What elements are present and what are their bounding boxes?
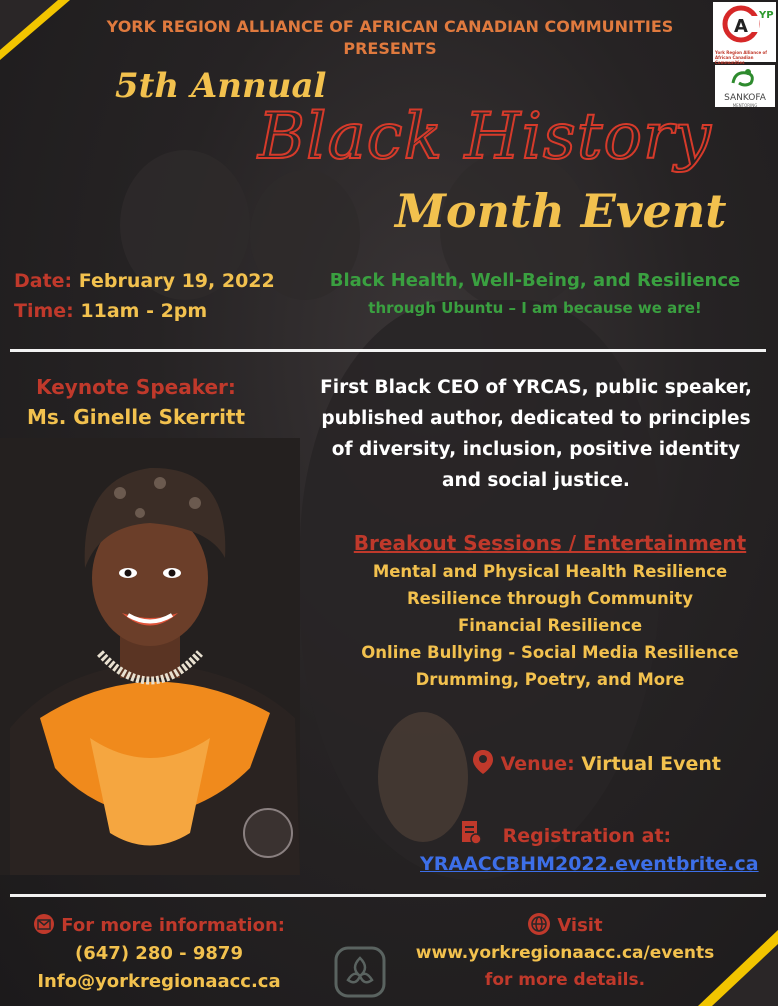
divider-bottom [10,894,766,897]
registration-link[interactable]: YRAACCBHM2022.eventbrite.ca [420,853,759,875]
venue-value: Virtual Event [581,753,722,775]
sankofa-logo-subtext: MENTORING [732,103,758,108]
keynote-bio: First Black CEO of YRCAS, public speaker, published author, dedicated to principles of diversity, inclusion, positive identity and social justice. [320,377,752,491]
footer-visit-label: Visit [557,915,603,936]
keynote-name: Ms. Ginelle Skerritt [26,405,246,429]
email-envelope-icon [33,913,55,935]
organizer-name: YORK REGION ALLIANCE OF AFRICAN CANADIAN COMMUNITIES [106,17,674,36]
footer-website[interactable]: www.yorkregionaacc.ca/events [415,943,715,963]
svg-text:YP: YP [759,10,774,21]
list-item: Drumming, Poetry, and More [415,670,685,689]
organizer-header [60,16,720,60]
list-item: Resilience through Community [406,589,694,608]
sankofa-bird-icon [715,65,775,89]
footer-visit-block [400,912,730,994]
document-form-icon [460,820,482,846]
keynote-label: Keynote Speaker: [36,375,236,399]
footer-info-label: For more information: [61,915,285,936]
date-time-block [14,266,275,326]
presents-text: PRESENTS [343,39,437,58]
registration-label: Registration at: [502,825,672,847]
globe-icon [527,912,551,936]
title-black-history: Black History [258,100,712,174]
theme-line-1: Black Health, Well-Being, and Resilience [329,270,741,291]
footer-email[interactable]: Info@yorkregionaacc.ca [37,971,281,992]
speaker-photo [0,438,300,875]
venue-row [472,749,721,778]
time-label: Time: [14,300,74,322]
registration-link-row [420,850,759,878]
background-portrait-shape [378,712,468,842]
divider-top [10,349,766,352]
sankofa-logo-text: SANKOFA [724,93,766,103]
title-month-event: Month Event [395,184,727,238]
list-item: Mental and Physical Health Resilience [372,562,728,581]
venue-label: Venue: [500,753,575,775]
theme-line-2: through Ubuntu – I am because we are! [368,299,702,317]
svg-text:A: A [734,16,748,37]
theme-block [296,267,774,321]
yraacc-logo [713,2,776,65]
breakout-list [330,558,770,693]
date-label: Date: [14,270,73,292]
footer-info-block [24,912,294,996]
title-annual: 5th Annual [115,66,327,106]
breakout-block [330,528,770,693]
keynote-block [8,372,264,432]
list-item: Online Bullying - Social Media Resilience [361,643,739,662]
breakout-heading: Breakout Sessions / Entertainment [353,531,747,555]
sankofa-logo [715,65,775,107]
yraacc-logo-text: York Region Alliance of African Canadian Communities [715,50,768,65]
footer-phone: (647) 280 - 9879 [75,943,243,964]
time-value: 11am - 2pm [80,300,208,322]
date-value: February 19, 2022 [78,270,275,292]
location-pin-icon [472,749,494,775]
list-item: Financial Resilience [457,616,643,635]
footer-details: for more details. [484,970,646,990]
ontario-trillium-icon [334,946,386,998]
registration-row [460,820,671,850]
